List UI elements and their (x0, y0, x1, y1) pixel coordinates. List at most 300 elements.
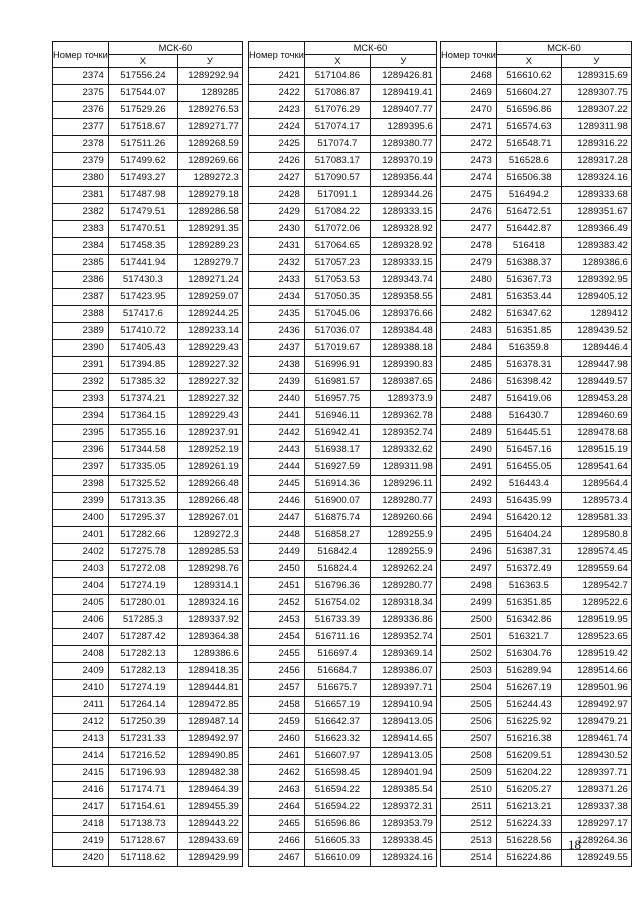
table-row (53, 663, 243, 680)
point-number-cell: 2504 (441, 680, 497, 697)
table-row (441, 816, 632, 833)
table-row (53, 510, 243, 527)
header-x: X (304, 55, 370, 68)
table-row (53, 442, 243, 459)
point-number-cell: 2503 (441, 663, 497, 680)
point-number-cell: 2514 (441, 850, 497, 867)
y-cell: 1289353.79 (370, 816, 436, 833)
table-row (249, 714, 437, 731)
y-cell: 1289279.7 (177, 255, 242, 272)
table-row (53, 357, 243, 374)
table-row (441, 680, 632, 697)
y-cell: 1289419.41 (370, 85, 436, 102)
x-cell: 517285.3 (108, 612, 177, 629)
y-cell: 1289324.16 (370, 850, 436, 867)
table-row (249, 493, 437, 510)
x-cell: 516574.63 (496, 119, 561, 136)
table-row (249, 544, 437, 561)
y-cell: 1289387.65 (370, 374, 436, 391)
table-row (53, 340, 243, 357)
point-number-cell: 2493 (441, 493, 497, 510)
point-number-cell: 2444 (249, 459, 305, 476)
point-number-cell: 2419 (53, 833, 109, 850)
y-cell: 1289501.96 (561, 680, 631, 697)
x-cell: 516351.85 (496, 595, 561, 612)
table-row (249, 204, 437, 221)
table-row (249, 272, 437, 289)
y-cell: 1289395.6 (370, 119, 436, 136)
x-cell: 517493.27 (108, 170, 177, 187)
table-row (249, 459, 437, 476)
table-row (53, 153, 243, 170)
x-cell: 516607.97 (304, 748, 370, 765)
header-y: У (370, 55, 436, 68)
table-row (53, 408, 243, 425)
table-row (441, 578, 632, 595)
y-cell: 1289487.14 (177, 714, 242, 731)
table-row (53, 476, 243, 493)
point-number-cell: 2494 (441, 510, 497, 527)
x-cell: 517272.08 (108, 561, 177, 578)
y-cell: 1289383.42 (561, 238, 631, 255)
y-cell: 1289439.52 (561, 323, 631, 340)
y-cell: 1289564.4 (561, 476, 631, 493)
x-cell: 517084.22 (304, 204, 370, 221)
point-number-cell: 2428 (249, 187, 305, 204)
x-cell: 517410.72 (108, 323, 177, 340)
x-cell: 516353.44 (496, 289, 561, 306)
table-row (53, 85, 243, 102)
table-row (441, 646, 632, 663)
x-cell: 516733.39 (304, 612, 370, 629)
table-row (53, 527, 243, 544)
table-row (441, 459, 632, 476)
point-number-cell: 2413 (53, 731, 109, 748)
x-cell: 516981.57 (304, 374, 370, 391)
table-row (441, 221, 632, 238)
table-row (53, 646, 243, 663)
point-number-cell: 2474 (441, 170, 497, 187)
table-row (249, 442, 437, 459)
point-number-cell: 2387 (53, 289, 109, 306)
y-cell: 1289472.85 (177, 697, 242, 714)
y-cell: 1289443.22 (177, 816, 242, 833)
y-cell: 1289371.26 (561, 782, 631, 799)
x-cell: 517423.95 (108, 289, 177, 306)
table-row (441, 136, 632, 153)
x-cell: 516442.87 (496, 221, 561, 238)
table-row (53, 731, 243, 748)
point-number-cell: 2460 (249, 731, 305, 748)
y-cell: 1289384.48 (370, 323, 436, 340)
x-cell: 516372.49 (496, 561, 561, 578)
x-cell: 516596.86 (496, 102, 561, 119)
x-cell: 516430.7 (496, 408, 561, 425)
table-row (53, 255, 243, 272)
point-number-cell: 2487 (441, 391, 497, 408)
y-cell: 1289386.6 (177, 646, 242, 663)
point-number-cell: 2382 (53, 204, 109, 221)
y-cell: 1289292.94 (177, 68, 242, 85)
table-row (249, 527, 437, 544)
x-cell: 516378.31 (496, 357, 561, 374)
page-number: 18 (568, 837, 581, 852)
x-cell: 517529.26 (108, 102, 177, 119)
point-number-cell: 2480 (441, 272, 497, 289)
point-number-cell: 2410 (53, 680, 109, 697)
header-point-number: Номер точки (249, 42, 305, 68)
y-cell: 1289289.23 (177, 238, 242, 255)
y-cell: 1289388.18 (370, 340, 436, 357)
point-number-cell: 2459 (249, 714, 305, 731)
y-cell: 1289315.69 (561, 68, 631, 85)
y-cell: 1289316.22 (561, 136, 631, 153)
point-number-cell: 2392 (53, 374, 109, 391)
x-cell: 516435.99 (496, 493, 561, 510)
y-cell: 1289370.19 (370, 153, 436, 170)
x-cell: 517250.39 (108, 714, 177, 731)
x-cell: 516610.09 (304, 850, 370, 867)
y-cell: 1289227.32 (177, 374, 242, 391)
y-cell: 1289407.77 (370, 102, 436, 119)
x-cell: 516598.45 (304, 765, 370, 782)
x-cell: 516754.02 (304, 595, 370, 612)
x-cell: 516216.38 (496, 731, 561, 748)
point-number-cell: 2431 (249, 238, 305, 255)
x-cell: 517325.52 (108, 476, 177, 493)
header-y: У (561, 55, 631, 68)
table-row (441, 833, 632, 850)
x-cell: 517344.58 (108, 442, 177, 459)
point-number-cell: 2388 (53, 306, 109, 323)
table-row (441, 357, 632, 374)
point-number-cell: 2464 (249, 799, 305, 816)
point-number-cell: 2421 (249, 68, 305, 85)
x-cell: 516996.91 (304, 357, 370, 374)
table-row (441, 170, 632, 187)
x-cell: 516204.22 (496, 765, 561, 782)
point-number-cell: 2458 (249, 697, 305, 714)
x-cell: 516623.32 (304, 731, 370, 748)
point-number-cell: 2416 (53, 782, 109, 799)
y-cell: 1289229.43 (177, 340, 242, 357)
y-cell: 1289364.38 (177, 629, 242, 646)
point-number-cell: 2513 (441, 833, 497, 850)
point-number-cell: 2383 (53, 221, 109, 238)
point-number-cell: 2450 (249, 561, 305, 578)
point-number-cell: 2417 (53, 799, 109, 816)
x-cell: 516244.43 (496, 697, 561, 714)
y-cell: 1289260.66 (370, 510, 436, 527)
table-row (53, 816, 243, 833)
x-cell: 517394.85 (108, 357, 177, 374)
x-cell: 516675.7 (304, 680, 370, 697)
x-cell: 517118.62 (108, 850, 177, 867)
x-cell: 516494.2 (496, 187, 561, 204)
point-number-cell: 2476 (441, 204, 497, 221)
point-number-cell: 2475 (441, 187, 497, 204)
table-row (441, 612, 632, 629)
x-cell: 517441.94 (108, 255, 177, 272)
y-cell: 1289479.21 (561, 714, 631, 731)
point-number-cell: 2437 (249, 340, 305, 357)
x-cell: 517086.87 (304, 85, 370, 102)
y-cell: 1289280.77 (370, 493, 436, 510)
point-number-cell: 2411 (53, 697, 109, 714)
table-row (249, 663, 437, 680)
point-number-cell: 2491 (441, 459, 497, 476)
y-cell: 1289482.38 (177, 765, 242, 782)
y-cell: 1289492.97 (177, 731, 242, 748)
y-cell: 1289412 (561, 306, 631, 323)
point-number-cell: 2466 (249, 833, 305, 850)
point-number-cell: 2424 (249, 119, 305, 136)
table-row (53, 578, 243, 595)
table-row (441, 544, 632, 561)
table-row (249, 170, 437, 187)
point-number-cell: 2405 (53, 595, 109, 612)
table-row (249, 833, 437, 850)
point-number-cell: 2510 (441, 782, 497, 799)
y-cell: 1289264.36 (561, 833, 631, 850)
y-cell: 1289333.15 (370, 204, 436, 221)
y-cell: 1289338.45 (370, 833, 436, 850)
point-number-cell: 2499 (441, 595, 497, 612)
point-number-cell: 2385 (53, 255, 109, 272)
x-cell: 517274.19 (108, 578, 177, 595)
table-row (53, 612, 243, 629)
x-cell: 516267.19 (496, 680, 561, 697)
x-cell: 517104.86 (304, 68, 370, 85)
table-row (441, 102, 632, 119)
table-row (53, 221, 243, 238)
x-cell: 516900.07 (304, 493, 370, 510)
y-cell: 1289233.14 (177, 323, 242, 340)
y-cell: 1289324.16 (177, 595, 242, 612)
x-cell: 516946.11 (304, 408, 370, 425)
y-cell: 1289559.64 (561, 561, 631, 578)
point-number-cell: 2447 (249, 510, 305, 527)
table-row (249, 187, 437, 204)
table-row (53, 595, 243, 612)
table-row (249, 578, 437, 595)
x-cell: 517138.73 (108, 816, 177, 833)
x-cell: 517544.07 (108, 85, 177, 102)
table-row (249, 136, 437, 153)
table-row (441, 187, 632, 204)
point-number-cell: 2435 (249, 306, 305, 323)
table-row (53, 323, 243, 340)
table-row (249, 408, 437, 425)
point-number-cell: 2386 (53, 272, 109, 289)
y-cell: 1289573.4 (561, 493, 631, 510)
point-number-cell: 2397 (53, 459, 109, 476)
x-cell: 516359.8 (496, 340, 561, 357)
x-cell: 517499.62 (108, 153, 177, 170)
x-cell: 516321.7 (496, 629, 561, 646)
x-cell: 516342.86 (496, 612, 561, 629)
point-number-cell: 2467 (249, 850, 305, 867)
point-number-cell: 2432 (249, 255, 305, 272)
y-cell: 1289307.75 (561, 85, 631, 102)
x-cell: 516604.27 (496, 85, 561, 102)
x-cell: 516927.59 (304, 459, 370, 476)
table-row (441, 850, 632, 867)
table-row (441, 204, 632, 221)
x-cell: 517518.67 (108, 119, 177, 136)
table-row (53, 561, 243, 578)
y-cell: 1289519.42 (561, 646, 631, 663)
x-cell: 516596.86 (304, 816, 370, 833)
x-cell: 516289.94 (496, 663, 561, 680)
table-row (53, 782, 243, 799)
x-cell: 516938.17 (304, 442, 370, 459)
point-number-cell: 2384 (53, 238, 109, 255)
table-row (441, 493, 632, 510)
x-cell: 516914.36 (304, 476, 370, 493)
x-cell: 517405.43 (108, 340, 177, 357)
y-cell: 1289542.7 (561, 578, 631, 595)
table-row (441, 595, 632, 612)
point-number-cell: 2403 (53, 561, 109, 578)
y-cell: 1289266.48 (177, 476, 242, 493)
y-cell: 1289229.43 (177, 408, 242, 425)
point-number-cell: 2506 (441, 714, 497, 731)
point-number-cell: 2440 (249, 391, 305, 408)
y-cell: 1289464.39 (177, 782, 242, 799)
x-cell: 516418 (496, 238, 561, 255)
table-row (441, 408, 632, 425)
y-cell: 1289337.92 (177, 612, 242, 629)
y-cell: 1289286.58 (177, 204, 242, 221)
y-cell: 1289413.05 (370, 748, 436, 765)
x-cell: 516225.92 (496, 714, 561, 731)
x-cell: 517154.61 (108, 799, 177, 816)
y-cell: 1289311.98 (561, 119, 631, 136)
table-row (441, 561, 632, 578)
x-cell: 516387.31 (496, 544, 561, 561)
table-row (53, 102, 243, 119)
y-cell: 1289414.65 (370, 731, 436, 748)
table-row (249, 799, 437, 816)
point-number-cell: 2501 (441, 629, 497, 646)
point-number-cell: 2468 (441, 68, 497, 85)
x-cell: 516610.62 (496, 68, 561, 85)
y-cell: 1289307.22 (561, 102, 631, 119)
point-number-cell: 2456 (249, 663, 305, 680)
x-cell: 516697.4 (304, 646, 370, 663)
y-cell: 1289429.99 (177, 850, 242, 867)
y-cell: 1289318.34 (370, 595, 436, 612)
x-cell: 517479.51 (108, 204, 177, 221)
x-cell: 517313.35 (108, 493, 177, 510)
x-cell: 516842.4 (304, 544, 370, 561)
x-cell: 516824.4 (304, 561, 370, 578)
point-number-cell: 2448 (249, 527, 305, 544)
x-cell: 517091.1 (304, 187, 370, 204)
table-row (249, 374, 437, 391)
point-number-cell: 2495 (441, 527, 497, 544)
y-cell: 1289352.74 (370, 425, 436, 442)
table-row (249, 697, 437, 714)
y-cell: 1289385.54 (370, 782, 436, 799)
y-cell: 1289446.4 (561, 340, 631, 357)
x-cell: 516367.73 (496, 272, 561, 289)
point-number-cell: 2486 (441, 374, 497, 391)
x-cell: 516213.21 (496, 799, 561, 816)
x-cell: 517487.98 (108, 187, 177, 204)
point-number-cell: 2471 (441, 119, 497, 136)
x-cell: 517470.51 (108, 221, 177, 238)
point-number-cell: 2407 (53, 629, 109, 646)
point-number-cell: 2400 (53, 510, 109, 527)
coordinates-table-1 (52, 41, 243, 867)
point-number-cell: 2408 (53, 646, 109, 663)
point-number-cell: 2418 (53, 816, 109, 833)
table-row (53, 493, 243, 510)
point-number-cell: 2497 (441, 561, 497, 578)
table-row (249, 731, 437, 748)
y-cell: 1289397.71 (561, 765, 631, 782)
y-cell: 1289271.77 (177, 119, 242, 136)
point-number-cell: 2443 (249, 442, 305, 459)
point-number-cell: 2511 (441, 799, 497, 816)
table-row (53, 697, 243, 714)
x-cell: 517282.66 (108, 527, 177, 544)
point-number-cell: 2427 (249, 170, 305, 187)
x-cell: 516347.62 (496, 306, 561, 323)
point-number-cell: 2406 (53, 612, 109, 629)
table-row (441, 765, 632, 782)
point-number-cell: 2472 (441, 136, 497, 153)
y-cell: 1289373.9 (370, 391, 436, 408)
table-row (53, 119, 243, 136)
table-row (441, 306, 632, 323)
y-cell: 1289519.95 (561, 612, 631, 629)
y-cell: 1289291.35 (177, 221, 242, 238)
coordinates-table-3 (440, 41, 632, 867)
y-cell: 1289268.59 (177, 136, 242, 153)
table-row (249, 561, 437, 578)
point-number-cell: 2423 (249, 102, 305, 119)
y-cell: 1289541.64 (561, 459, 631, 476)
point-number-cell: 2469 (441, 85, 497, 102)
point-number-cell: 2484 (441, 340, 497, 357)
table-row (249, 238, 437, 255)
table-row (53, 238, 243, 255)
point-number-cell: 2509 (441, 765, 497, 782)
y-cell: 1289351.67 (561, 204, 631, 221)
x-cell: 517057.23 (304, 255, 370, 272)
y-cell: 1289352.74 (370, 629, 436, 646)
y-cell: 1289386.6 (561, 255, 631, 272)
x-cell: 517064.65 (304, 238, 370, 255)
table-row (53, 425, 243, 442)
point-number-cell: 2473 (441, 153, 497, 170)
point-number-cell: 2393 (53, 391, 109, 408)
point-number-cell: 2395 (53, 425, 109, 442)
table-row (249, 255, 437, 272)
x-cell: 517335.05 (108, 459, 177, 476)
table-row (441, 425, 632, 442)
point-number-cell: 2445 (249, 476, 305, 493)
table-row (249, 68, 437, 85)
point-number-cell: 2498 (441, 578, 497, 595)
point-number-cell: 2394 (53, 408, 109, 425)
y-cell: 1289418.35 (177, 663, 242, 680)
table-row (53, 306, 243, 323)
y-cell: 1289444.81 (177, 680, 242, 697)
